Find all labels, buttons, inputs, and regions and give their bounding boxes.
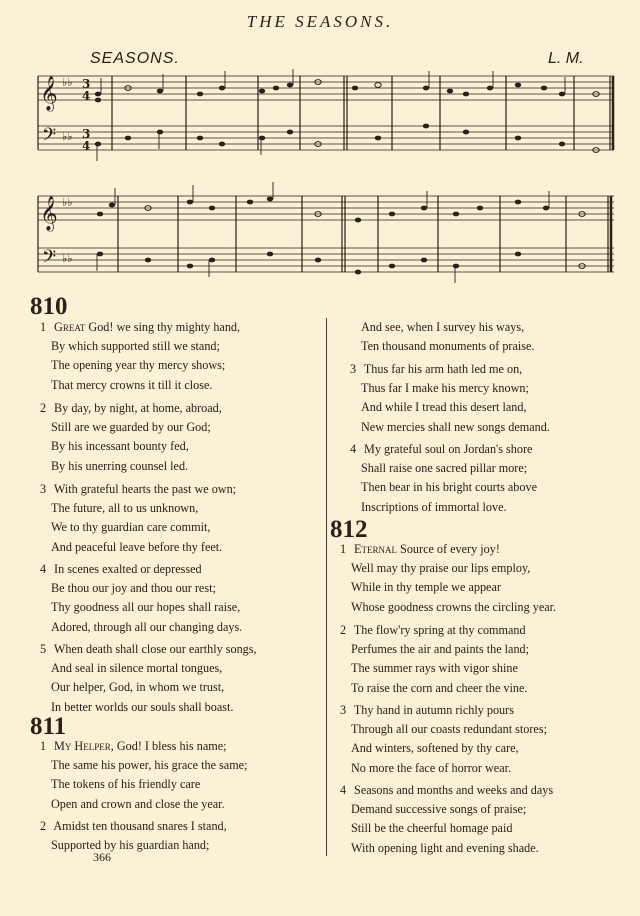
hymn-number: 812 [330, 516, 368, 543]
tune-name: SEASONS. [90, 50, 180, 67]
stanza-line: Whose goodness crowns the circling year. [351, 599, 557, 614]
stanza [40, 817, 227, 855]
stanza-line: 4 My grateful soul on Jordan's shore [350, 442, 533, 456]
stanza-line: Thy goodness all our hopes shall raise, [51, 600, 241, 615]
time-signature: 3 [82, 77, 91, 91]
treble-clef-icon: 𝄞 [40, 76, 58, 111]
time-signature: 4 [82, 89, 91, 103]
stanza-line: 3 With grateful hearts the past we own; [40, 482, 237, 496]
stanza-line: Our helper, God, in whom we trust, [51, 680, 225, 695]
page-number: 366 [93, 850, 111, 864]
staff-lines [38, 76, 614, 272]
stanza-line: Open and crown and close the year. [51, 796, 225, 811]
bass-clef-icon: 𝄢 [42, 247, 57, 272]
stanza-line: 1 My Helper, God! I bless his name; [40, 739, 227, 753]
stanza [350, 440, 537, 517]
stanza-line: And while I tread this desert land, [361, 400, 527, 415]
flat-sign-icon: ♭♭ [62, 76, 73, 89]
stanza-line: Perfumes the air and paints the land; [351, 642, 530, 657]
music-score [0, 66, 640, 296]
hymn-number: 810 [30, 293, 68, 320]
stanza-line: 4 In scenes exalted or depressed [40, 562, 202, 576]
time-signature: 4 [82, 139, 91, 153]
staff-3 [38, 196, 614, 220]
stanza [40, 318, 240, 395]
stanza-line: The future, all to us unknown, [51, 501, 199, 516]
stanza-line: 5 When death shall close our earthly songs, [40, 642, 257, 656]
stanza-line: And seal in silence mortal tongues, [51, 661, 223, 676]
stanza-line: Be thou our joy and thou our rest; [51, 581, 216, 596]
barlines [38, 76, 613, 272]
stanza-line: 3 Thy hand in autumn richly pours [340, 703, 514, 717]
flat-sign-icon: ♭♭ [62, 196, 73, 209]
stanza-line: Well may thy praise our lips employ, [351, 561, 531, 576]
stanza-line: The summer rays with vigor shine [351, 661, 518, 676]
hymn-number: 811 [30, 713, 67, 740]
stanza-line: We to thy guardian care commit, [51, 520, 211, 535]
flat-sign-icon: ♭♭ [62, 252, 73, 265]
stanza-line: Still are we guarded by our God; [51, 420, 211, 435]
stanza-line: The same his power, his grace the same; [51, 758, 248, 773]
stanza [40, 640, 257, 717]
stanza-line: That mercy crowns it till it close. [51, 377, 213, 392]
column-divider [326, 318, 327, 856]
stanza-line: 3 Thus far his arm hath led me on, [350, 362, 523, 376]
stanza-line: 2 By day, by night, at home, abroad, [40, 401, 222, 415]
stanza-line: 1 Eternal Source of every joy! [340, 542, 500, 556]
tune-meter: L. M. [548, 50, 584, 67]
stanza-line: Then bear in his bright courts above [361, 480, 537, 495]
stanza-line: 2 The flow'ry spring at thy command [340, 623, 526, 637]
stanza-line: And peaceful leave before thy feet. [51, 539, 223, 554]
flat-sign-icon: ♭♭ [62, 130, 73, 143]
stanza-line: 4 Seasons and months and weeks and days [340, 783, 554, 797]
stanza [340, 621, 529, 698]
stanza-line: And winters, softened by thy care, [351, 741, 519, 756]
stanza-line: 2 Amidst ten thousand snares I stand, [40, 819, 227, 833]
clefs-and-keys [40, 76, 90, 272]
stanza [40, 399, 222, 476]
stanza-line: With opening light and evening shade. [351, 840, 539, 855]
treble-clef-icon: 𝄞 [40, 196, 58, 231]
stanza-line: By his unerring counsel led. [51, 458, 189, 473]
stanza-line: No more the face of horror wear. [351, 760, 512, 775]
stanza-line: Still be the cheerful homage paid [351, 821, 513, 836]
stanza-line: The tokens of his friendly care [51, 777, 201, 792]
stanza-line: Supported by his guardian hand; [51, 838, 210, 853]
bass-clef-icon: 𝄢 [42, 125, 57, 150]
page-header-title: THE SEASONS. [246, 12, 394, 31]
stanza-line: Adored, through all our changing days. [51, 619, 243, 634]
stanza [350, 360, 550, 437]
stanza [340, 540, 556, 617]
stanza-continued [350, 318, 534, 356]
stanza-line: Inscriptions of immortal love. [361, 499, 507, 514]
stanza-line: To raise the corn and cheer the vine. [351, 680, 528, 695]
stanza-line: Through all our coasts redundant stores; [351, 722, 547, 737]
stanza-line: New mercies shall new songs demand. [361, 419, 550, 434]
stanza-line: 1 Great God! we sing thy mighty hand, [40, 320, 241, 334]
stanza-line: Ten thousand monuments of praise. [361, 339, 535, 354]
stanza-line: By his incessant bounty fed, [51, 439, 189, 454]
note-stems [97, 69, 565, 283]
staff-4 [38, 248, 614, 272]
stanza-line: Thus far I make his mercy known; [361, 381, 529, 396]
stanza [40, 560, 242, 637]
time-signature: 3 [82, 127, 91, 141]
stanza [340, 701, 547, 778]
stanza-line: Shall raise one sacred pillar more; [361, 461, 528, 476]
stanza-line: The opening year thy mercy shows; [51, 358, 226, 373]
staff-2 [38, 126, 614, 150]
stanza [340, 781, 553, 858]
stanza-line: And see, when I survey his ways, [361, 320, 525, 334]
stanza [40, 737, 247, 814]
stanza-line: While in thy temple we appear [351, 580, 501, 595]
stanza [40, 480, 236, 557]
stanza-line: By which supported still we stand; [51, 339, 220, 354]
stanza-line: Demand successive songs of praise; [351, 802, 527, 817]
stanza-line: In better worlds our souls shall boast. [51, 699, 234, 714]
